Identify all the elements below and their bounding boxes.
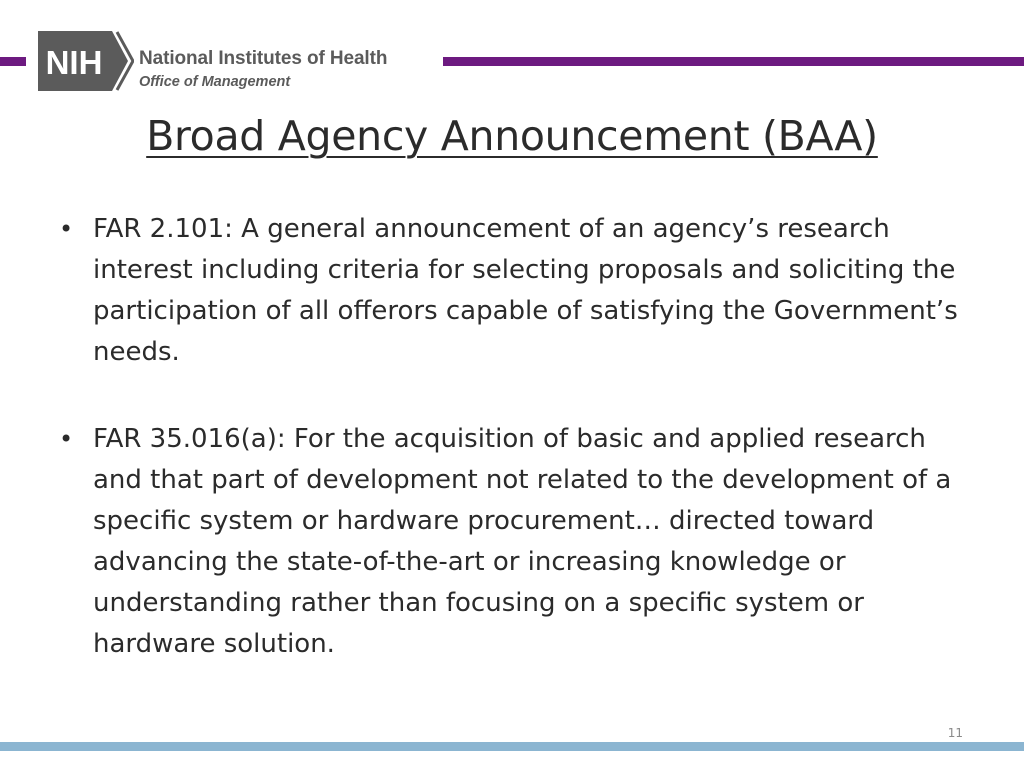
bullet-item bbox=[56, 209, 976, 373]
nih-logo bbox=[38, 31, 438, 91]
logo-org-name: National Institutes of Health bbox=[139, 48, 388, 69]
header-accent-bar-left bbox=[0, 57, 26, 66]
logo-abbrev: NIH bbox=[45, 44, 103, 81]
bullet-dot-icon: • bbox=[59, 425, 74, 453]
nih-badge-icon bbox=[38, 31, 134, 91]
bullet-list bbox=[56, 209, 976, 665]
slide-title: Broad Agency Announcement (BAA) bbox=[146, 112, 878, 160]
bullet-item bbox=[56, 419, 976, 665]
page-number: 11 bbox=[947, 726, 963, 740]
logo-office-name: Office of Management bbox=[139, 74, 291, 90]
footer-accent-bar bbox=[0, 742, 1024, 751]
bullet-text: FAR 2.101: A general announcement of an agency’s research interest including criteria for selecting proposals and soliciting the participation of all offerors capable of satisfying the Government’s needs. bbox=[93, 214, 958, 367]
bullet-dot-icon: • bbox=[59, 215, 74, 243]
bullet-text: FAR 35.016(a): For the acquisition of basic and applied research and that part of development not related to the development of a specific system or hardware procurement… directed toward advancing the state-of-the-art or increasing knowledge or understanding rather than focusing on a specific system or hardware solution. bbox=[93, 424, 952, 659]
header-accent-bar-right bbox=[443, 57, 1024, 66]
